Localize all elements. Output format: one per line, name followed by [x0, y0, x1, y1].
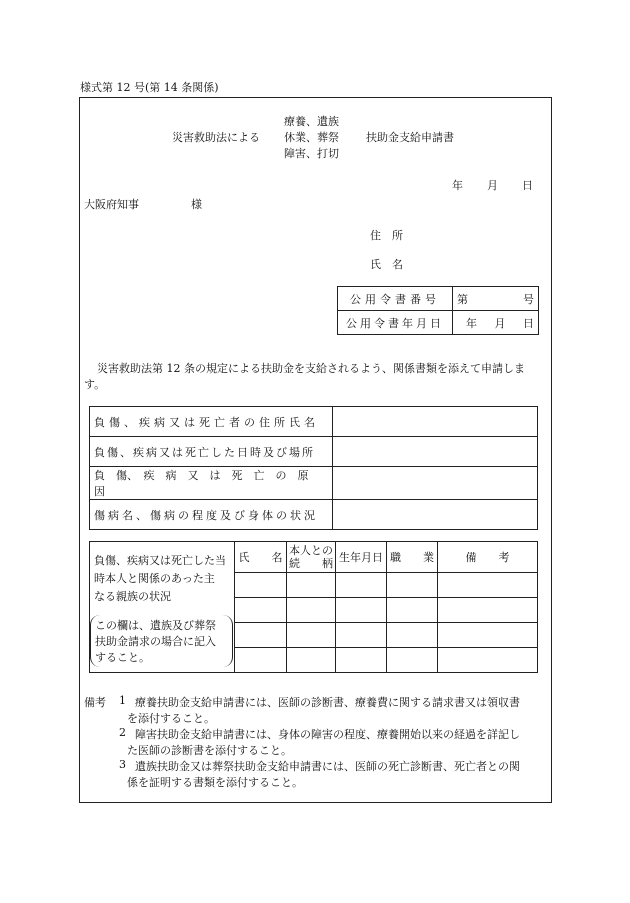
family-cell	[287, 623, 336, 648]
family-cell	[235, 598, 287, 623]
remark-1-line-2: を添付すること。	[127, 712, 215, 725]
header-name: 氏 名	[235, 542, 287, 573]
family-cell	[235, 648, 287, 673]
title-prefix: 災害救助法による	[172, 131, 260, 144]
note-line-3: すること。	[95, 651, 150, 664]
addressee-honorific: 様	[191, 198, 202, 211]
family-label-line-2: 時本人と関係のあった主	[94, 572, 215, 585]
family-cell	[235, 573, 287, 598]
address-label: 住 所	[370, 229, 403, 242]
title-option-2: 休業、葬祭	[284, 131, 339, 144]
injury-row-value	[333, 437, 538, 467]
remark-2-number: 2	[119, 726, 126, 739]
remark-2-line-1: 障害扶助金支給申請書には、身体の障害の程度、療養開始以来の経過を詳記し	[135, 728, 520, 741]
order-date-label: 公用令書年月日	[338, 311, 453, 335]
statement-line-2: す。	[84, 378, 106, 391]
header-birthdate: 生年月日	[336, 542, 387, 573]
injury-row-label: 負傷、疾病又は死亡した日時及び場所	[90, 437, 333, 467]
public-order-table	[337, 286, 539, 335]
date-year-label: 年	[452, 179, 463, 192]
injury-row-value	[333, 500, 538, 530]
family-cell	[438, 598, 538, 623]
order-date-month: 月	[494, 316, 506, 330]
order-number-label: 公用令書番号	[338, 287, 453, 311]
family-cell	[438, 648, 538, 673]
family-cell	[336, 573, 387, 598]
order-date-day: 日	[523, 316, 534, 330]
addressee-name: 大阪府知事	[84, 198, 139, 211]
title-option-3: 障害、打切	[284, 147, 339, 160]
injury-row-label: 負傷、疾病又は死亡者の住所氏名	[90, 407, 333, 437]
order-number-prefix: 第	[457, 292, 468, 306]
form-caption: 様式第 12 号(第 14 条関係)	[80, 81, 219, 94]
header-occupation: 職 業	[387, 542, 438, 573]
remark-3-line-2: 係を証明する書類を添付すること。	[127, 776, 303, 789]
family-cell	[336, 623, 387, 648]
note-line-1: この欄は、遺族及び葬祭	[95, 619, 216, 632]
header-relation-line-1: 本人との	[289, 544, 333, 557]
injury-table	[89, 406, 538, 530]
family-cell	[336, 648, 387, 673]
remark-2-line-2: た医師の診断書を添付すること。	[127, 744, 292, 757]
family-cell	[287, 598, 336, 623]
family-cell	[287, 573, 336, 598]
family-cell	[387, 648, 438, 673]
family-cell	[287, 648, 336, 673]
family-label-line-3: なる親族の状況	[94, 590, 171, 603]
remarks-label: 備考	[84, 696, 106, 709]
order-date-year: 年	[466, 316, 478, 330]
injury-row-value	[333, 407, 538, 437]
order-date-value	[453, 311, 539, 335]
family-cell	[235, 623, 287, 648]
date-day-label: 日	[522, 179, 533, 192]
family-label-line-1: 負傷、疾病又は死亡した当	[94, 554, 226, 567]
date-month-label: 月	[487, 179, 498, 192]
family-cell	[438, 623, 538, 648]
header-relation-line-2: 続 柄	[289, 557, 333, 570]
order-number-suffix: 号	[523, 292, 534, 306]
remark-1-number: 1	[119, 694, 126, 707]
remark-3-line-1: 遺族扶助金又は葬祭扶助金支給申請書には、医師の死亡診断書、死亡者との関	[135, 760, 520, 773]
title-option-1: 療養、遺族	[284, 115, 339, 128]
family-cell	[438, 573, 538, 598]
injury-row-label: 負 傷、 疾 病 又 は 死 亡 の 原 因	[90, 467, 333, 500]
family-cell	[387, 598, 438, 623]
title-suffix: 扶助金支給申請書	[366, 131, 454, 144]
statement-line-1: 災害救助法第 12 条の規定による扶助金を支給されるよう、関係書類を添えて申請しま	[97, 362, 525, 375]
header-relation	[287, 542, 336, 573]
injury-row-value	[333, 467, 538, 500]
injury-row-label: 傷病名、傷病の程度及び身体の状況	[90, 500, 333, 530]
note-line-2: 扶助金請求の場合に記入	[95, 635, 216, 648]
name-label: 氏 名	[370, 258, 403, 271]
remark-1-line-1: 療養扶助金支給申請書には、医師の診断書、療養費に関する請求書又は領収書	[135, 696, 520, 709]
remark-3-number: 3	[119, 758, 126, 771]
family-cell	[387, 623, 438, 648]
family-cell	[336, 598, 387, 623]
header-remarks: 備 考	[438, 542, 538, 573]
family-cell	[387, 573, 438, 598]
order-number-value	[453, 287, 539, 311]
